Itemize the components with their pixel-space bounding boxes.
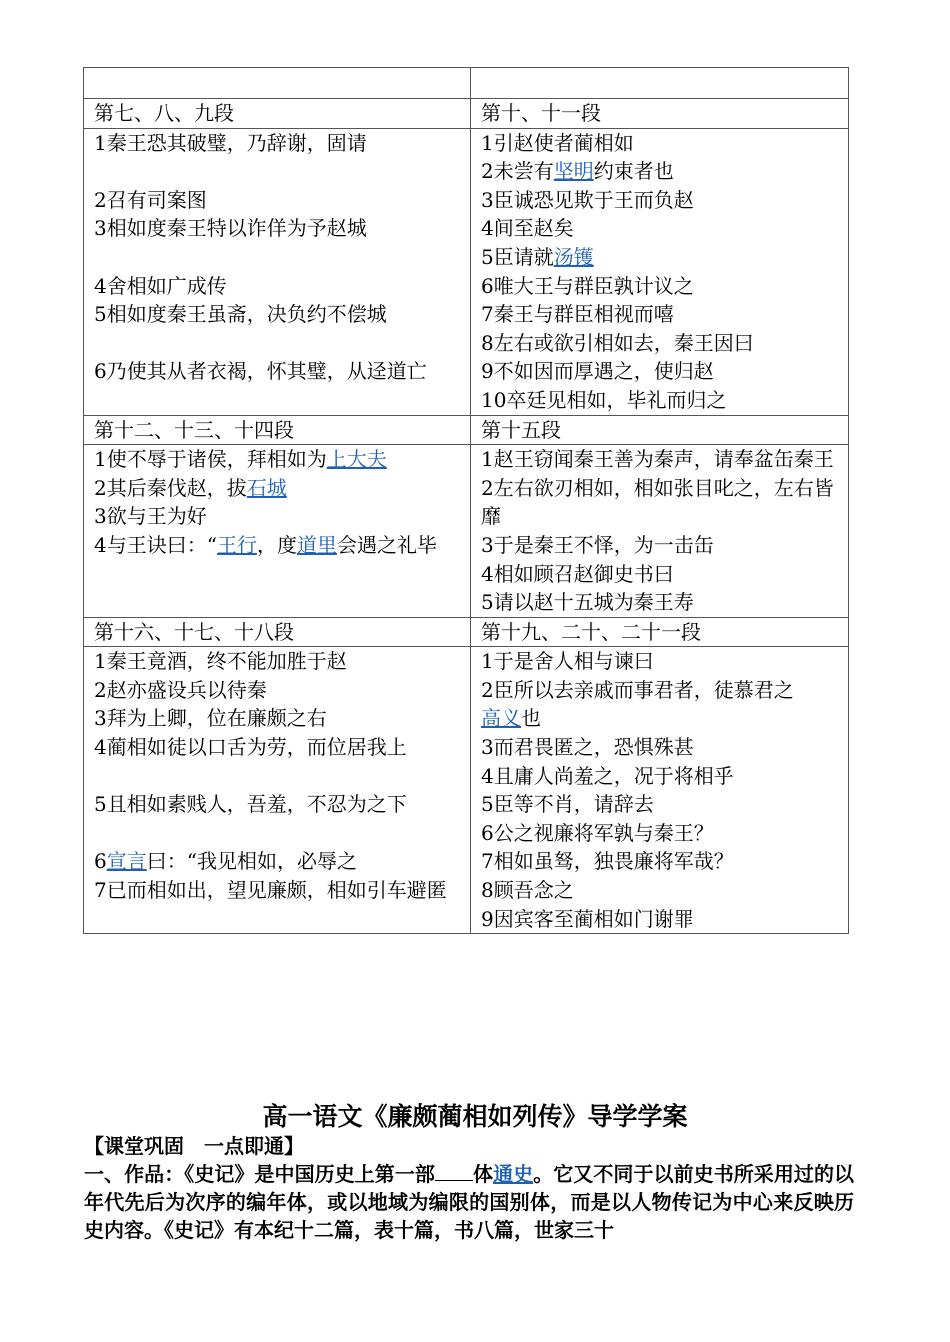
term-link[interactable]: 石城 xyxy=(246,475,287,500)
item-line: 1引赵使者蔺相如 xyxy=(481,130,634,155)
item-line: 2召有司案图 xyxy=(94,187,207,212)
term-link[interactable]: 高义 xyxy=(481,706,521,731)
item-line: 4与王诀曰：“王行，度道里会遇之礼毕 xyxy=(94,532,437,557)
fill-in-blank[interactable] xyxy=(435,1162,473,1181)
table-empty-row xyxy=(84,68,849,99)
body-paragraph: 一、作品：《史记》是中国历史上第一部 体通史。它又不同于以前史书所采用过的以年代先后为次序的编年体，或以地域为编限的国别体，而是以人物传记为中心来反映历史内容。《史记》有本纪十二篇，表十篇，书八篇，世家三十 xyxy=(84,1162,855,1242)
item-line: 3欲与王为好 xyxy=(94,504,207,529)
item-line: 9不如因而厚遇之，使归赵 xyxy=(481,359,714,384)
item-line: 1于是舍人相与谏曰 xyxy=(481,649,654,674)
section-header-row xyxy=(84,415,849,445)
item-line: 8左右或欲引相如去，秦王因曰 xyxy=(481,330,754,355)
term-link[interactable]: 道里 xyxy=(296,532,337,557)
item-line: 2赵亦盛设兵以待秦 xyxy=(94,677,267,702)
section-header: 第十、十一段 xyxy=(471,99,849,129)
item-line: 3臣诚恐见欺于王而负赵 xyxy=(481,187,694,212)
section-content-row xyxy=(84,128,849,415)
section-right-items xyxy=(471,128,849,415)
section-header: 第十九、二十、二十一段 xyxy=(471,617,849,647)
table-cell xyxy=(84,68,471,99)
item-line-blank xyxy=(94,157,460,186)
section-header-row xyxy=(84,617,849,647)
item-line: 4间至赵矣 xyxy=(481,216,574,241)
item-line: 2其后秦伐赵，拔石城 xyxy=(94,475,287,500)
item-line: 5臣等不肖，请辞去 xyxy=(481,792,654,817)
item-line: 5臣请就汤镬 xyxy=(481,244,594,269)
section-left-items xyxy=(84,647,471,934)
item-line: 9因宾客至蔺相如门谢罪 xyxy=(481,906,694,931)
section-header: 第十六、十七、十八段 xyxy=(84,617,471,647)
item-line: 7已而相如出，望见廉颇，相如引车避匿 xyxy=(94,878,447,903)
item-line: 3拜为上卿，位在廉颇之右 xyxy=(94,706,327,731)
item-line: 1秦王恐其破璧，乃辞谢，固请 xyxy=(94,130,367,155)
item-line: 7秦王与群臣相视而嘻 xyxy=(481,302,674,327)
section-subheading: 【课堂巩固 一点即通】 xyxy=(84,1134,304,1158)
item-line: 10卒廷见相如，毕礼而归之 xyxy=(481,387,727,412)
item-line: 1使不辱于诸侯，拜相如为上大夫 xyxy=(94,447,387,472)
item-line: 2臣所以去亲戚而事君者，徒慕君之 xyxy=(481,677,794,702)
item-line-blank xyxy=(94,762,460,791)
item-line: 3于是秦王不怿，为一击缶 xyxy=(481,532,714,557)
item-line: 4舍相如广成传 xyxy=(94,273,227,298)
item-line: 6公之视廉将军孰与秦王？ xyxy=(481,820,714,845)
term-link[interactable]: 王行 xyxy=(216,532,257,557)
item-line: 6宣言曰：“我见相如，必辱之 xyxy=(94,849,357,874)
item-line: 1赵王窃闻秦王善为秦声，请奉盆缶秦王 xyxy=(481,447,834,472)
table-cell xyxy=(471,68,849,99)
term-link[interactable]: 上大夫 xyxy=(326,447,387,472)
section-header-row xyxy=(84,99,849,129)
term-link[interactable]: 宣言 xyxy=(106,849,147,874)
item-line: 5相如度秦王虽斋，决负约不偿城 xyxy=(94,302,387,327)
item-line: 4蔺相如徒以口舌为劳，而位居我上 xyxy=(94,735,407,760)
item-line-blank xyxy=(94,329,460,358)
item-line: 5请以赵十五城为秦王寿 xyxy=(481,590,694,615)
section-content-row xyxy=(84,647,849,934)
item-line: 6唯大王与群臣孰计议之 xyxy=(481,273,694,298)
item-line-blank xyxy=(94,819,460,848)
section-header: 第十二、十三、十四段 xyxy=(84,415,471,445)
item-line: 4且庸人尚羞之，况于将相乎 xyxy=(481,763,734,788)
item-line: 3相如度秦王特以诈佯为予赵城 xyxy=(94,216,367,241)
term-link[interactable]: 通史 xyxy=(493,1162,534,1186)
item-line: 7相如虽驽，独畏廉将军哉？ xyxy=(481,849,734,874)
item-line: 1秦王竟酒，终不能加胜于赵 xyxy=(94,649,347,674)
term-link[interactable]: 汤镬 xyxy=(553,244,594,269)
item-line: 高义也 xyxy=(481,706,541,731)
item-line: 6乃使其从者衣褐，怀其璧，从迳道亡 xyxy=(94,359,427,384)
item-line: 3而君畏匿之，恐惧殊甚 xyxy=(481,735,694,760)
document-title: 高一语文《廉颇蔺相如列传》导学学案 xyxy=(262,1102,688,1131)
term-link[interactable]: 坚明 xyxy=(553,159,594,184)
section-right-items xyxy=(471,445,849,618)
item-line: 4相如顾召赵御史书曰 xyxy=(481,561,674,586)
section-left-items xyxy=(84,445,471,618)
exercise-table xyxy=(83,67,849,934)
item-line: 2未尝有坚明约束者也 xyxy=(481,159,674,184)
section-header: 第十五段 xyxy=(471,415,849,445)
item-line-blank xyxy=(94,243,460,272)
item-line: 8顾吾念之 xyxy=(481,878,574,903)
section-header: 第七、八、九段 xyxy=(84,99,471,129)
section-left-items xyxy=(84,128,471,415)
item-line: 5且相如素贱人，吾羞，不忍为之下 xyxy=(94,792,407,817)
item-line: 2左右欲刃相如，相如张目叱之，左右皆靡 xyxy=(481,475,834,529)
section-right-items xyxy=(471,647,849,934)
section-content-row xyxy=(84,445,849,618)
